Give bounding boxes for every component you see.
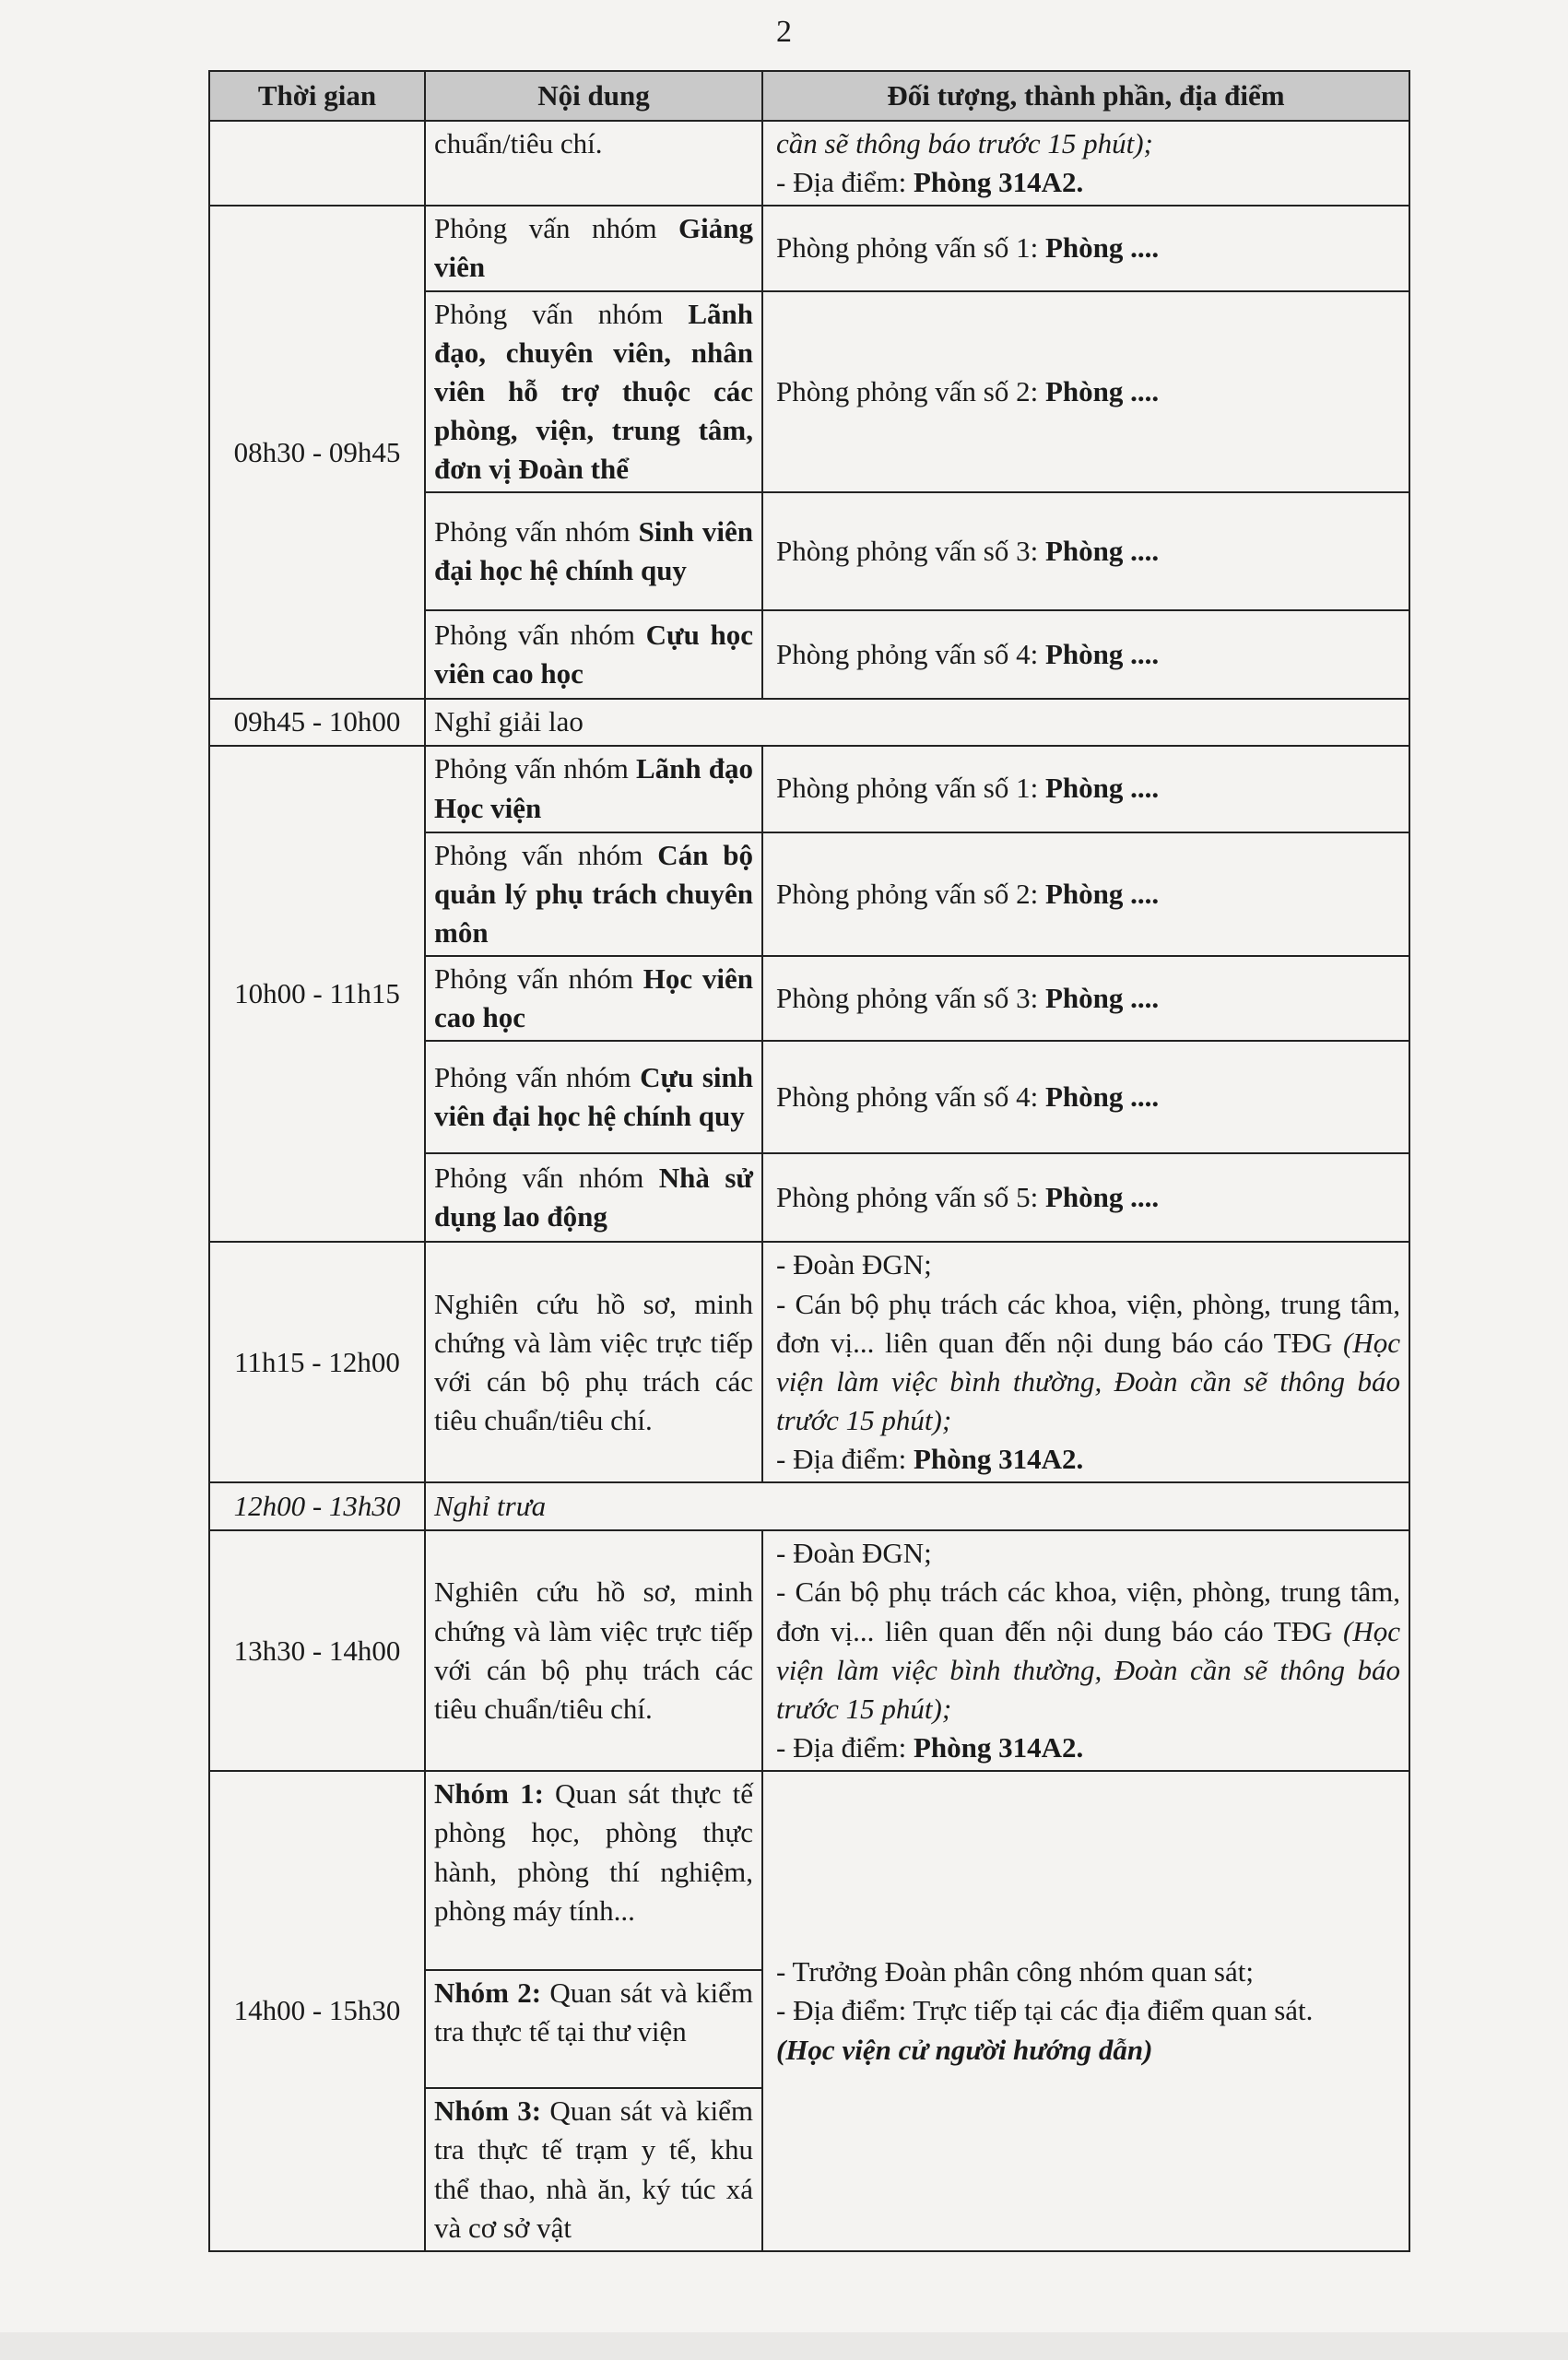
page-bottom-edge: [0, 2332, 1568, 2360]
content-cell: [425, 2088, 762, 2251]
content-prefix: Phỏng vấn nhóm: [434, 297, 689, 330]
content-group: Giảng viên: [434, 212, 753, 284]
place-line: [776, 1573, 1400, 1729]
place-room: Phòng ....: [1044, 877, 1160, 910]
place-line: [776, 1285, 1400, 1441]
content-group: Sinh viên đại học hệ chính quy: [434, 515, 753, 587]
time-cell: 11h15 - 12h00: [209, 1242, 425, 1482]
place-prefix: Phòng phỏng vấn số 3:: [776, 982, 1045, 1015]
place-line-text: - Cán bộ phụ trách các khoa, viện, phòng, trung tâm, đơn vị... liên quan đến nội dung báo cáo TĐG: [776, 1287, 1400, 1359]
content-group: Nhà sử dụng lao động: [434, 1162, 753, 1233]
place-location-label: - Địa điểm:: [776, 166, 914, 199]
place-prefix: Phòng phỏng vấn số 2:: [776, 877, 1045, 910]
place-room: Phòng ....: [1044, 374, 1160, 407]
place-cell: [762, 610, 1409, 699]
place-cell: [762, 291, 1409, 493]
place-cell: [762, 1242, 1409, 1482]
break-cell: Nghỉ giải lao: [425, 699, 1409, 745]
content-cell: [425, 746, 762, 832]
content-cell: [425, 1041, 762, 1153]
place-prefix: Phòng phỏng vấn số 5:: [776, 1181, 1045, 1214]
table-row: [209, 1530, 1409, 1771]
content-prefix: Phỏng vấn nhóm: [434, 515, 639, 549]
group-text: Quan sát thực tế phòng học, phòng thực hành, phòng thí nghiệm, phòng máy tính...: [434, 1777, 753, 1927]
place-prefix: Phòng phỏng vấn số 4:: [776, 1080, 1045, 1114]
place-cell: [762, 1041, 1409, 1153]
content-cell: [425, 291, 762, 493]
time-cell: 13h30 - 14h00: [209, 1530, 425, 1771]
header-place: Đối tượng, thành phần, địa điểm: [762, 71, 1409, 121]
group-text: Quan sát và kiểm tra thực tế trạm y tế, khu thể thao, nhà ăn, ký túc xá và cơ sở vật: [434, 2094, 754, 2244]
content-group: Cựu sinh viên đại học hệ chính quy: [434, 1061, 753, 1133]
content-cell: [425, 206, 762, 290]
group-label: Nhóm 3:: [434, 2094, 542, 2128]
content-cell: Nghiên cứu hồ sơ, minh chứng và làm việc trực tiếp với cán bộ phụ trách các tiêu chuẩn/tiêu chí.: [425, 1242, 762, 1482]
place-line: - Đoàn ĐGN;: [776, 1537, 932, 1570]
place-cell: [762, 206, 1409, 290]
table-row: [209, 206, 1409, 290]
content-cell: Nghiên cứu hồ sơ, minh chứng và làm việc trực tiếp với cán bộ phụ trách các tiêu chuẩn/tiêu chí.: [425, 1530, 762, 1771]
place-room: Phòng ....: [1044, 1080, 1160, 1114]
content-group: Lãnh đạo Học viện: [434, 752, 753, 824]
place-prefix: Phòng phỏng vấn số 1:: [776, 772, 1045, 805]
header-content: Nội dung: [425, 71, 762, 121]
place-location: [776, 1729, 1400, 1767]
place-location: [776, 163, 1400, 202]
table-row: [209, 1771, 1409, 1970]
place-cell: [762, 1771, 1409, 2251]
time-cell: 08h30 - 09h45: [209, 206, 425, 699]
place-note: cần sẽ thông báo trước 15 phút);: [776, 127, 1153, 159]
content-cell: [425, 832, 762, 956]
group-text: Quan sát và kiểm tra thực tế tại thư viện: [434, 1976, 754, 2048]
place-location-value: Phòng 314A2.: [913, 1731, 1084, 1764]
content-prefix: Phỏng vấn nhóm: [434, 1162, 659, 1195]
place-location-label: - Địa điểm:: [776, 1731, 914, 1764]
group-label: Nhóm 2:: [434, 1976, 542, 2010]
place-prefix: Phòng phỏng vấn số 4:: [776, 638, 1045, 671]
content-cell: [425, 1970, 762, 2088]
content-group: Cựu học viên cao học: [434, 619, 753, 690]
table-header-row: [209, 71, 1409, 121]
schedule-table: [208, 70, 1410, 2252]
place-cell: [762, 1530, 1409, 1771]
content-cell: [425, 1771, 762, 1970]
table-row: [209, 121, 1409, 206]
place-prefix: Phòng phỏng vấn số 1:: [776, 231, 1045, 265]
lunch-cell: Nghỉ trưa: [425, 1482, 1409, 1530]
content-cell: [425, 1153, 762, 1242]
place-cell: [762, 746, 1409, 832]
time-cell: [209, 121, 425, 206]
page-number: 2: [776, 15, 792, 49]
content-cell: [425, 956, 762, 1041]
content-cell: [425, 492, 762, 610]
place-prefix: Phòng phỏng vấn số 2:: [776, 374, 1045, 407]
place-room: Phòng ....: [1044, 772, 1160, 805]
place-location-label: - Địa điểm:: [776, 1443, 914, 1476]
place-line: - Đoàn ĐGN;: [776, 1248, 932, 1281]
time-cell: 10h00 - 11h15: [209, 746, 425, 1243]
place-note: (Học viện làm việc bình thường, Đoàn cần sẽ thông báo trước 15 phút);: [776, 1614, 1400, 1725]
place-room: Phòng ....: [1044, 1181, 1160, 1214]
content-prefix: Phỏng vấn nhóm: [434, 962, 643, 996]
table-row: [209, 1482, 1409, 1530]
place-cell: [762, 121, 1409, 206]
place-line: - Trưởng Đoàn phân công nhóm quan sát;: [776, 1955, 1254, 1988]
place-location-value: Phòng 314A2.: [913, 166, 1084, 199]
content-cell: chuẩn/tiêu chí.: [425, 121, 762, 206]
place-line-text: - Cán bộ phụ trách các khoa, viện, phòng, trung tâm, đơn vị... liên quan đến nội dung báo cáo TĐG: [776, 1575, 1400, 1647]
time-cell: 09h45 - 10h00: [209, 699, 425, 745]
place-room: Phòng ....: [1044, 231, 1160, 265]
group-label: Nhóm 1:: [434, 1777, 544, 1811]
content-prefix: Phỏng vấn nhóm: [434, 838, 658, 871]
content-prefix: Phỏng vấn nhóm: [434, 1061, 641, 1094]
header-time: Thời gian: [209, 71, 425, 121]
content-group: Lãnh đạo, chuyên viên, nhân viên hỗ trợ thuộc các phòng, viện, trung tâm, đơn vị Đoàn thể: [434, 297, 753, 486]
content-group: Cán bộ quản lý phụ trách chuyên môn: [434, 838, 753, 949]
place-room: Phòng ....: [1044, 535, 1160, 568]
place-cell: [762, 1153, 1409, 1242]
table-row: [209, 1242, 1409, 1482]
content-prefix: Phỏng vấn nhóm: [434, 752, 636, 785]
place-cell: [762, 832, 1409, 956]
place-room: Phòng ....: [1044, 638, 1160, 671]
content-prefix: Phỏng vấn nhóm: [434, 212, 679, 245]
place-cell: [762, 956, 1409, 1041]
place-location-value: Phòng 314A2.: [913, 1443, 1084, 1476]
place-location: [776, 1440, 1400, 1479]
table-row: [209, 699, 1409, 745]
place-line: - Địa điểm: Trực tiếp tại các địa điểm quan sát.: [776, 1994, 1314, 2027]
content-prefix: Phỏng vấn nhóm: [434, 619, 646, 652]
content-cell: [425, 610, 762, 699]
place-cell: [762, 492, 1409, 610]
table-row: [209, 746, 1409, 832]
time-cell: 14h00 - 15h30: [209, 1771, 425, 2251]
place-note: (Học viện cử người hướng dẫn): [776, 2033, 1153, 2066]
time-cell: 12h00 - 13h30: [209, 1482, 425, 1530]
content-group: Học viên cao học: [434, 962, 753, 1034]
place-prefix: Phòng phỏng vấn số 3:: [776, 535, 1045, 568]
place-room: Phòng ....: [1044, 982, 1160, 1015]
place-note: (Học viện làm việc bình thường, Đoàn cần sẽ thông báo trước 15 phút);: [776, 1326, 1400, 1436]
